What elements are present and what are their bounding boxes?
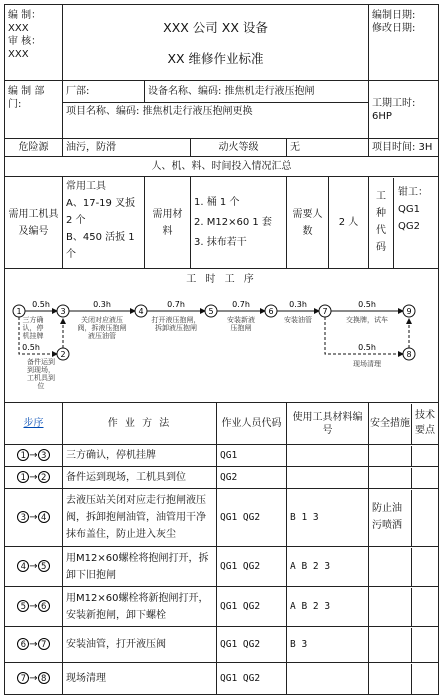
step-person: QG1 QG2	[217, 663, 287, 695]
hazard-label: 危险源	[5, 139, 63, 157]
activity-label: 现场清理	[353, 360, 381, 368]
compiler-label: 编 制：	[8, 10, 42, 21]
activity-label: 三方确认，停机挂牌	[22, 316, 44, 340]
step-safety	[369, 445, 439, 467]
process-network-cell	[5, 269, 439, 403]
material-item: 1. 桶 1 个	[194, 196, 240, 208]
node-3	[57, 305, 69, 317]
step-person: QG1 QG2	[217, 489, 287, 547]
reviewer-value: XXX	[8, 49, 29, 60]
process-network-diagram	[5, 286, 437, 396]
svg-text:7: 7	[322, 307, 328, 316]
tool-item: A、17-19 叉扳 2 个	[66, 198, 136, 226]
step-tools: B 1 3	[287, 489, 369, 547]
svg-text:9: 9	[406, 307, 412, 316]
node-8	[403, 348, 415, 360]
step-person: QG2	[217, 467, 287, 489]
step-tools: B 3	[287, 627, 369, 663]
step-cell: 7 → 8	[5, 663, 63, 695]
step-safety	[369, 627, 439, 663]
document-title: XX 维修作业标准	[167, 50, 264, 66]
trade-cell	[369, 177, 439, 269]
col-method-header: 作 业 方 法	[63, 403, 217, 445]
duration-label: 0.7h	[167, 300, 185, 309]
resources-section-title: 人、机、料、时间投入情况汇总	[5, 157, 439, 177]
material-item: 2. M12×60 1 套	[194, 216, 272, 228]
step-tools: A B 2 3	[287, 547, 369, 587]
table-row	[5, 467, 439, 489]
step-safety	[369, 587, 439, 627]
compiler-value: XXX	[8, 23, 29, 34]
svg-text:5: 5	[208, 307, 214, 316]
maintenance-form	[4, 4, 439, 695]
step-cell: 6 → 7	[5, 627, 63, 663]
step-method: 三方确认，停机挂牌	[63, 445, 217, 467]
activity-label: 备件运到到现场，工机具到位	[27, 358, 55, 390]
step-method: 安装油管，打开液压阀	[63, 627, 217, 663]
col-tech-header: 技术要点	[415, 409, 435, 436]
col-tools-header: 使用工具材料编号	[287, 403, 369, 445]
table-row	[5, 627, 439, 663]
trade-title: 钳工：	[398, 186, 428, 198]
step-person: QG1	[217, 445, 287, 467]
project-label: 项目名称、编码: 推焦机走行液压抱闸更换	[63, 103, 369, 139]
activity-label: 安装油管	[284, 316, 312, 324]
title-cell	[63, 5, 369, 81]
equipment-label: 设备名称、编码: 推焦机走行液压抱闸	[145, 81, 369, 103]
step-method: 备件运到现场，工机具到位	[63, 467, 217, 489]
duration-label: 0.3h	[289, 300, 307, 309]
step-tools	[287, 467, 369, 489]
svg-text:2: 2	[60, 350, 66, 359]
duration-label: 0.5h	[22, 343, 40, 352]
compiler-reviewer-cell	[5, 5, 63, 81]
step-person: QG1 QG2	[217, 627, 287, 663]
node-2	[57, 348, 69, 360]
step-person: QG1 QG2	[217, 587, 287, 627]
step-cell: 3 → 4	[5, 489, 63, 547]
hazard-value: 油污，防滑	[63, 139, 191, 157]
step-tools	[287, 663, 369, 695]
step-tools: A B 2 3	[287, 587, 369, 627]
trade-code: QG2	[398, 220, 420, 232]
duration-label: 0.5h	[358, 300, 376, 309]
fire-level-value: 无	[287, 139, 369, 157]
svg-text:8: 8	[406, 350, 412, 359]
plant-label: 厂部:	[63, 81, 145, 103]
trade-label: 工种代码	[369, 178, 394, 268]
step-method: 现场清理	[63, 663, 217, 695]
duration-label: 0.7h	[232, 300, 250, 309]
col-safety-tech-header	[369, 403, 439, 445]
people-value: 2 人	[329, 177, 369, 269]
company-title: XXX 公司 XX 设备	[163, 19, 268, 35]
step-tools	[287, 445, 369, 467]
step-cell: 5 → 6	[5, 587, 63, 627]
step-method: 用M12×60螺栓将新抱闸打开，安装新抱闸，卸下螺栓	[63, 587, 217, 627]
step-person: QG1 QG2	[217, 547, 287, 587]
table-row	[5, 445, 439, 467]
step-cell: 1 → 2	[5, 467, 63, 489]
activity-label: 关闭对应液压阀，拆液压抱闸液压油管	[77, 316, 127, 340]
material-item: 3. 抹布若干	[194, 236, 247, 248]
tools-cell	[63, 177, 145, 269]
step-safety	[369, 663, 439, 695]
node-4	[135, 305, 147, 317]
trade-code: QG1	[398, 203, 420, 215]
revise-date-label: 修改日期:	[372, 23, 416, 34]
materials-label: 需用材料	[145, 177, 191, 269]
svg-text:3: 3	[60, 307, 66, 316]
col-person-header: 作业人员代码	[217, 403, 287, 445]
node-9	[403, 305, 415, 317]
col-step-header: 步序	[5, 403, 63, 445]
tools-label: 需用工机具及编号	[5, 177, 63, 269]
reviewer-label: 审 核：	[8, 36, 42, 47]
step-cell: 4 → 5	[5, 547, 63, 587]
dept-label: 编 制 部 门:	[5, 81, 63, 139]
process-network-title: 工 时 工 序	[186, 274, 257, 285]
step-safety: 防止油污喷洒	[369, 489, 439, 547]
step-safety	[369, 547, 439, 587]
fire-level-label: 动火等级	[191, 139, 287, 157]
step-method: 去液压站关闭对应走行抱闸液压阀，拆卸抱闸油管，油管用干净抹布盖住，防止进入灰尘	[63, 489, 217, 547]
duration-label: 0.3h	[93, 300, 111, 309]
step-method: 用M12×60螺栓将抱闸打开，拆卸下旧抱闸	[63, 547, 217, 587]
hours-label: 工期工时: 6HP	[369, 81, 439, 139]
table-row	[5, 489, 439, 547]
project-time-label: 项目时间: 3H	[369, 139, 439, 157]
activity-label: 打开液压抱闸，拆卸液压抱闸	[151, 316, 201, 332]
step-safety	[369, 467, 439, 489]
table-row	[5, 663, 439, 695]
tools-title: 常用工具	[66, 181, 106, 192]
svg-text:1: 1	[16, 307, 22, 316]
people-label: 需要人数	[287, 177, 329, 269]
node-7	[319, 305, 331, 317]
node-5	[205, 305, 217, 317]
col-safety-header: 安全措施	[369, 404, 412, 444]
activity-label: 安装新液压抱闸	[227, 316, 255, 332]
svg-text:6: 6	[268, 307, 274, 316]
dates-cell	[369, 5, 439, 81]
table-row	[5, 547, 439, 587]
node-6	[265, 305, 277, 317]
step-cell: 1 → 3	[5, 445, 63, 467]
tool-item: B、450 活扳 1 个	[66, 232, 135, 260]
svg-text:4: 4	[138, 307, 144, 316]
activity-label: 交换牌，试车	[346, 316, 388, 324]
table-row	[5, 587, 439, 627]
materials-cell	[191, 177, 287, 269]
duration-label: 0.5h	[32, 300, 50, 309]
compile-date-label: 编制日期:	[372, 10, 416, 21]
duration-label: 0.5h	[358, 343, 376, 352]
